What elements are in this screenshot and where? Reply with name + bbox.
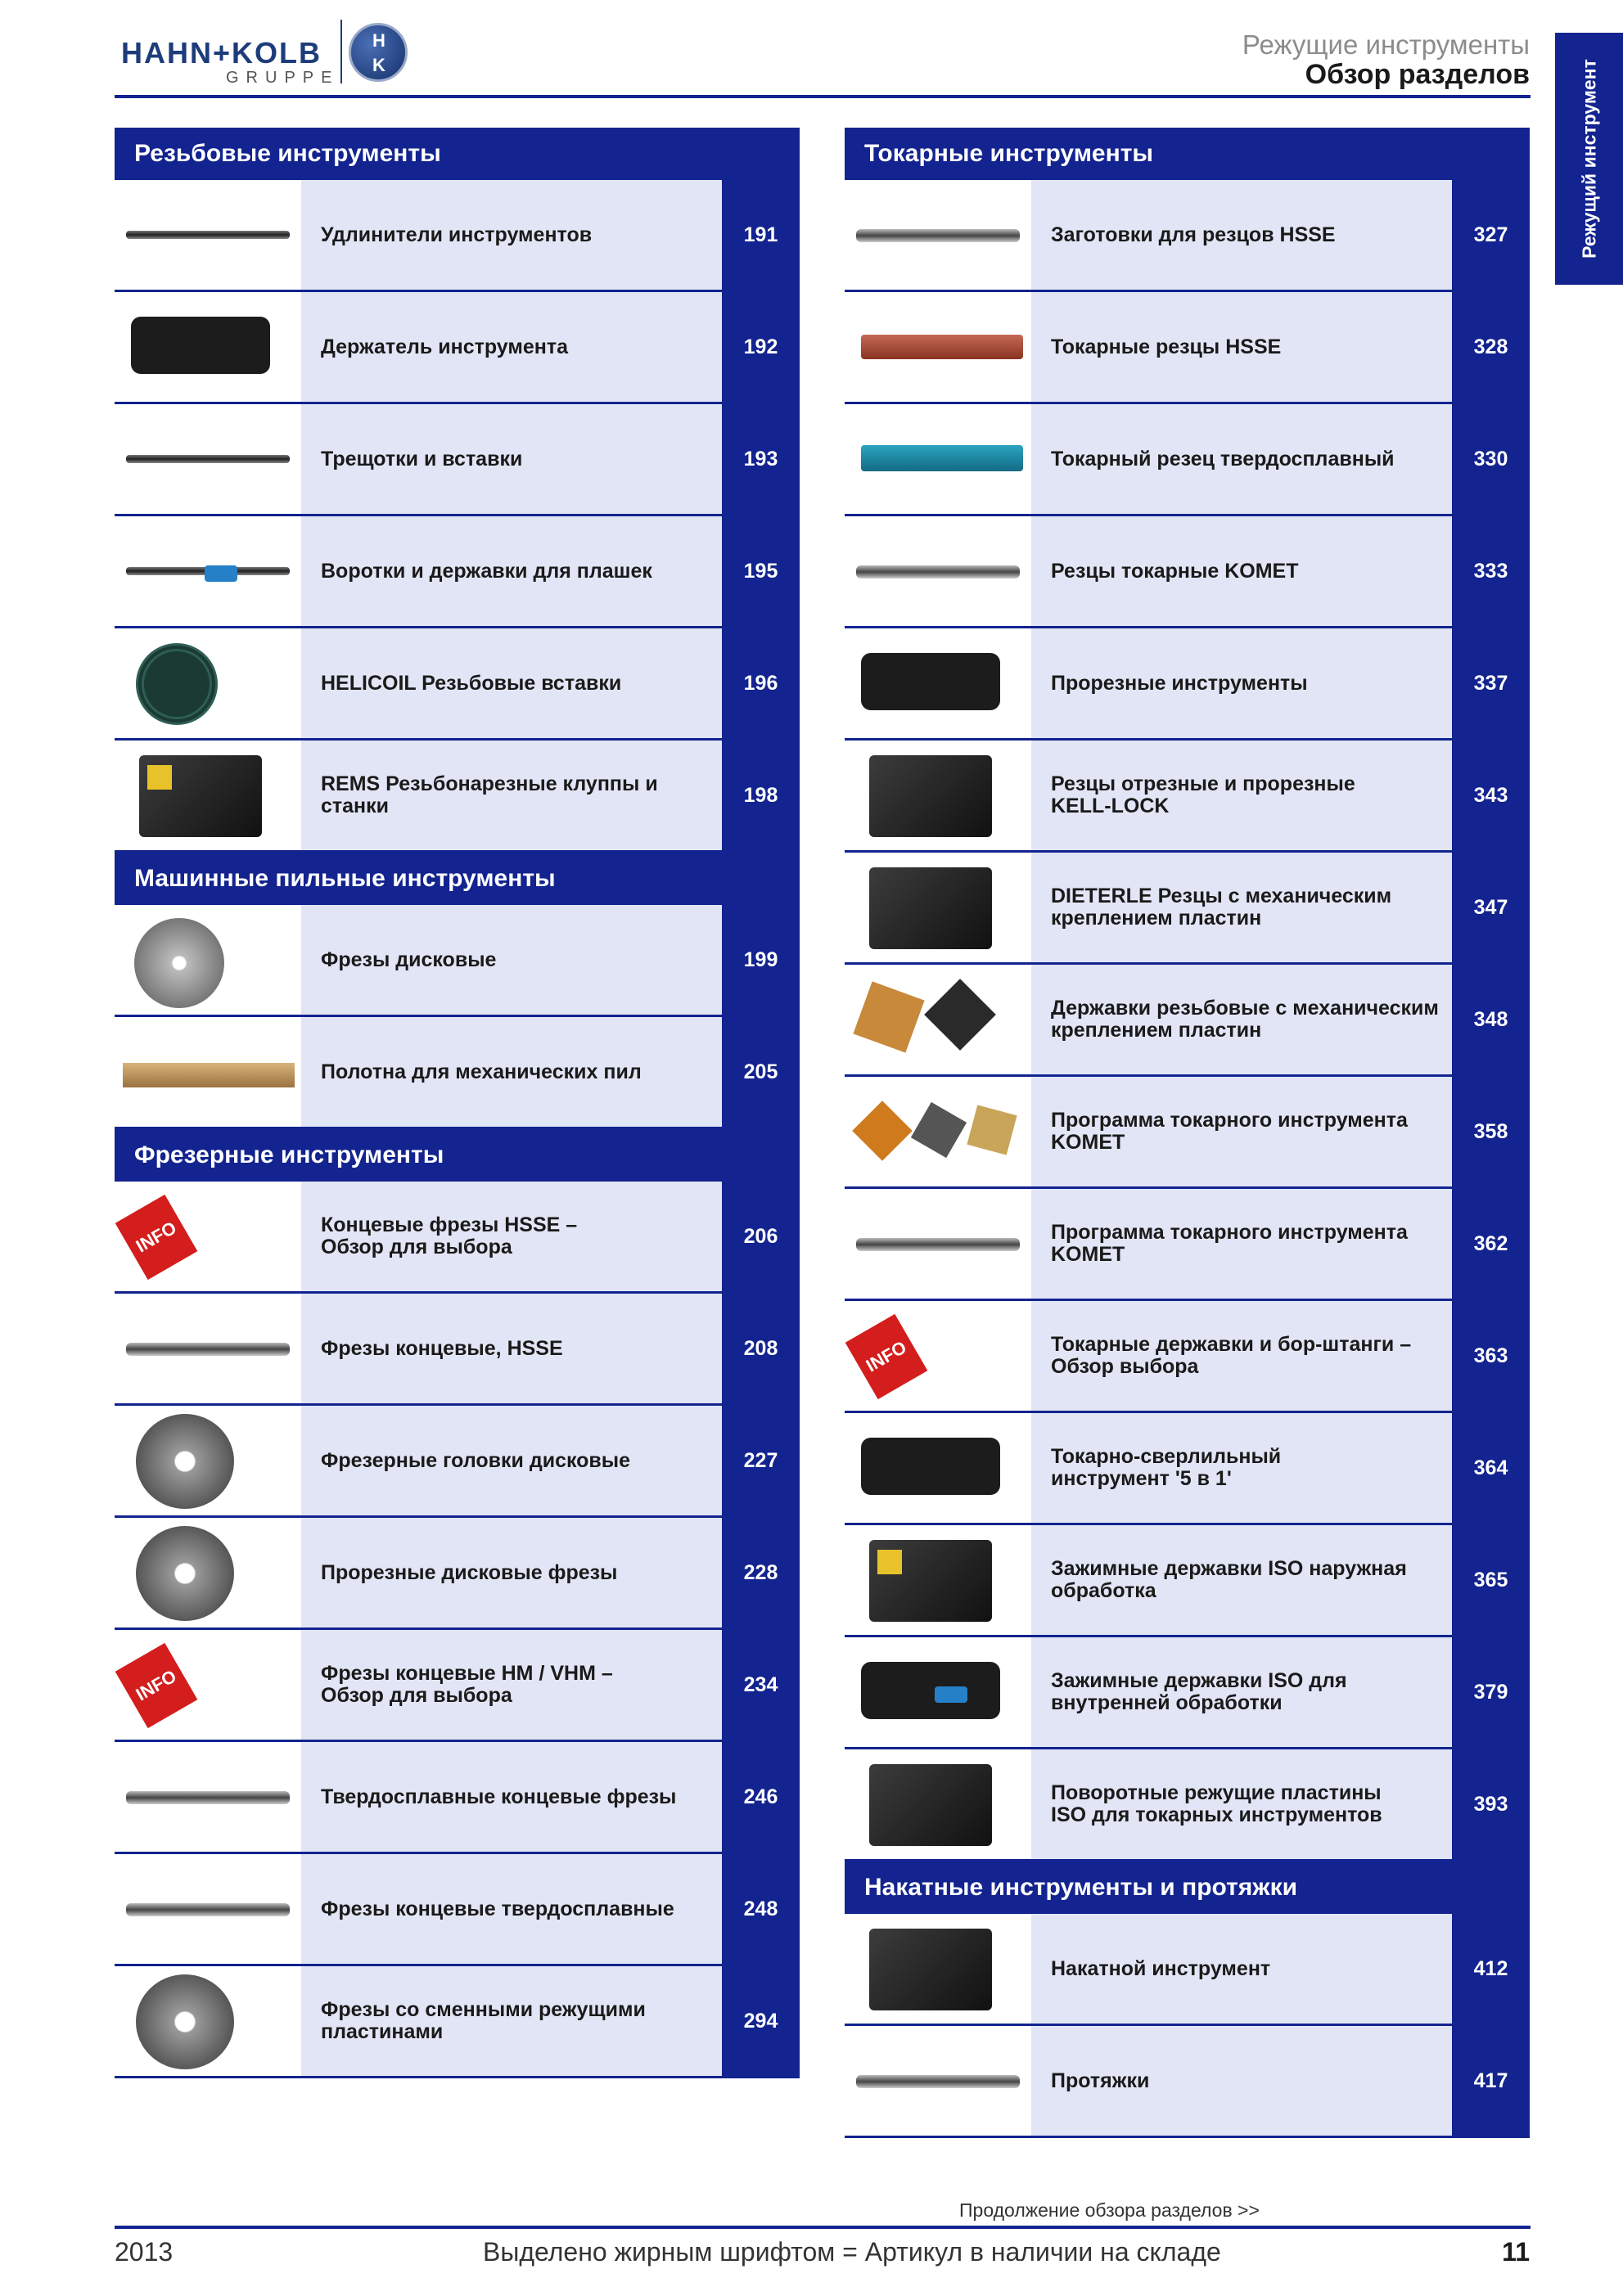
row-label: Полотна для механических пил bbox=[301, 1017, 722, 1127]
row-label: Воротки и державки для плашек bbox=[301, 516, 722, 626]
logo-divider bbox=[340, 20, 342, 83]
thumb-shape bbox=[869, 1929, 992, 2010]
catalog-row[interactable] bbox=[845, 1914, 1530, 2026]
row-page-number[interactable]: 196 bbox=[722, 628, 800, 738]
row-page-number[interactable]: 333 bbox=[1452, 516, 1530, 626]
row-label: Токарные резцы HSSE bbox=[1031, 292, 1452, 402]
row-page-number[interactable]: 379 bbox=[1452, 1637, 1530, 1747]
chapter-tab-label: Режущий инструмент bbox=[1578, 59, 1599, 259]
catalog-row[interactable] bbox=[845, 628, 1530, 741]
threading-holder-icon bbox=[845, 965, 1031, 1074]
slotting-cutter-icon bbox=[115, 1518, 301, 1627]
thumb-shape bbox=[856, 565, 1020, 579]
row-label: REMS Резьбонарезные клуппы и станки bbox=[301, 741, 722, 850]
row-page-number[interactable]: 206 bbox=[722, 1182, 800, 1291]
row-label: Фрезы дисковые bbox=[301, 905, 722, 1015]
row-page-number[interactable]: 191 bbox=[722, 180, 800, 290]
catalog-row[interactable] bbox=[115, 1518, 800, 1630]
catalog-row[interactable] bbox=[115, 905, 800, 1017]
thumb-shape bbox=[967, 1105, 1017, 1155]
row-label: Фрезы концевые, HSSE bbox=[301, 1294, 722, 1403]
row-page-number[interactable]: 234 bbox=[722, 1630, 800, 1740]
row-page-number[interactable]: 327 bbox=[1452, 180, 1530, 290]
row-page-number[interactable]: 365 bbox=[1452, 1525, 1530, 1635]
threading-machine-icon bbox=[115, 741, 301, 850]
parting-tool-icon bbox=[845, 741, 1031, 850]
thumb-shape: INFO bbox=[115, 1195, 198, 1280]
row-label: HELICOIL Резьбовые вставки bbox=[301, 628, 722, 738]
thumb-shape bbox=[136, 1974, 234, 2069]
row-label: Фрезы концевые твердосплавные bbox=[301, 1854, 722, 1964]
thumb-shape bbox=[123, 1063, 295, 1087]
row-page-number[interactable]: 205 bbox=[722, 1017, 800, 1127]
catalog-row[interactable] bbox=[845, 1301, 1530, 1413]
inserts-icon bbox=[845, 1077, 1031, 1186]
catalog-row[interactable] bbox=[115, 741, 800, 853]
row-page-number[interactable]: 246 bbox=[722, 1742, 800, 1852]
row-page-number[interactable]: 198 bbox=[722, 741, 800, 850]
row-label: DIETERLE Резцы с механическим креплением пластин bbox=[1031, 853, 1452, 962]
catalog-row[interactable] bbox=[115, 1406, 800, 1518]
thread-insert-icon bbox=[115, 628, 301, 738]
page-subtitle: Обзор разделов bbox=[1305, 59, 1530, 90]
row-page-number[interactable]: 294 bbox=[722, 1966, 800, 2076]
chapter-tab[interactable] bbox=[1555, 33, 1623, 285]
row-label: Державки резьбовые с механическим креплением пластин bbox=[1031, 965, 1452, 1074]
external-holder-icon bbox=[845, 1525, 1031, 1635]
thumb-shape bbox=[935, 1686, 967, 1703]
thumb-shape bbox=[856, 229, 1020, 242]
row-page-number[interactable]: 195 bbox=[722, 516, 800, 626]
grooving-tool-icon bbox=[845, 628, 1031, 738]
dieterle-tool-icon bbox=[845, 853, 1031, 962]
row-label: Накатной инструмент bbox=[1031, 1914, 1452, 2024]
catalog-row[interactable] bbox=[115, 1294, 800, 1406]
catalog-row[interactable] bbox=[845, 1525, 1530, 1637]
catalog-row[interactable] bbox=[115, 292, 800, 404]
catalog-row[interactable] bbox=[845, 180, 1530, 292]
row-page-number[interactable]: 343 bbox=[1452, 741, 1530, 850]
thumb-shape bbox=[126, 1791, 290, 1804]
thumb-shape bbox=[147, 765, 172, 790]
thumb-shape bbox=[861, 1438, 1000, 1495]
continuation-link[interactable]: Продолжение обзора разделов >> bbox=[959, 2199, 1260, 2221]
footer-rule bbox=[115, 2226, 1531, 2229]
disc-cutter-icon bbox=[115, 905, 301, 1015]
catalog-row[interactable] bbox=[115, 1854, 800, 1966]
right-column bbox=[845, 128, 1530, 2138]
internal-holder-icon bbox=[845, 1637, 1031, 1747]
thumb-shape bbox=[852, 1101, 913, 1161]
row-label: Токарно-сверлильный инструмент '5 в 1' bbox=[1031, 1413, 1452, 1523]
row-label: Программа токарного инструмента KOMET bbox=[1031, 1077, 1452, 1186]
info-icon bbox=[115, 1630, 301, 1740]
catalog-row[interactable] bbox=[845, 516, 1530, 628]
row-label: Фрезы концевые HM / VHM – Обзор для выбора bbox=[301, 1630, 722, 1740]
catalog-row[interactable] bbox=[115, 1182, 800, 1294]
row-page-number[interactable]: 330 bbox=[1452, 404, 1530, 514]
thumb-shape bbox=[131, 317, 270, 374]
row-label: Зажимные державки ISO наружная обработка bbox=[1031, 1525, 1452, 1635]
hsse-tool-icon bbox=[845, 292, 1031, 402]
row-page-number[interactable]: 227 bbox=[722, 1406, 800, 1515]
row-page-number[interactable]: 358 bbox=[1452, 1077, 1530, 1186]
tool-blank-icon bbox=[845, 180, 1031, 290]
thumb-shape bbox=[911, 1102, 967, 1158]
row-page-number[interactable]: 347 bbox=[1452, 853, 1530, 962]
carbide-end-mill-icon bbox=[115, 1742, 301, 1852]
row-label: Фрезы со сменными режущими пластинами bbox=[301, 1966, 722, 2076]
catalog-row[interactable] bbox=[845, 292, 1530, 404]
thumb-shape bbox=[861, 653, 1000, 710]
indexable-mill-icon bbox=[115, 1966, 301, 2076]
carbide-mill-icon bbox=[115, 1854, 301, 1964]
footer-year: 2013 bbox=[115, 2237, 174, 2267]
row-label: Фрезерные головки дисковые bbox=[301, 1406, 722, 1515]
thumb-shape bbox=[856, 2075, 1020, 2088]
row-label: Заготовки для резцов HSSE bbox=[1031, 180, 1452, 290]
row-label: Прорезные дисковые фрезы bbox=[301, 1518, 722, 1627]
row-label: Поворотные режущие пластины ISO для токарных инструментов bbox=[1031, 1749, 1452, 1859]
tap-wrench-icon bbox=[115, 516, 301, 626]
carbide-tool-icon bbox=[845, 404, 1031, 514]
row-label: Резцы токарные KOMET bbox=[1031, 516, 1452, 626]
section-header: Фрезерные инструменты bbox=[115, 1129, 800, 1182]
row-label: Держатель инструмента bbox=[301, 292, 722, 402]
logo-wordmark: HAHN+KOLB bbox=[121, 36, 322, 70]
extension-rod-icon bbox=[115, 180, 301, 290]
thumb-shape bbox=[136, 1526, 234, 1621]
row-page-number[interactable]: 199 bbox=[722, 905, 800, 1015]
thumb-shape bbox=[136, 643, 218, 725]
row-label: Трещотки и вставки bbox=[301, 404, 722, 514]
logo-subtitle: GRUPPE bbox=[226, 69, 340, 87]
catalog-row[interactable] bbox=[845, 1189, 1530, 1301]
row-page-number[interactable]: 393 bbox=[1452, 1749, 1530, 1859]
catalog-row[interactable] bbox=[845, 2026, 1530, 2138]
thumb-shape bbox=[877, 1550, 902, 1574]
row-label: Твердосплавные концевые фрезы bbox=[301, 1742, 722, 1852]
boring-bar-icon bbox=[845, 1189, 1031, 1299]
catalog-row[interactable] bbox=[115, 516, 800, 628]
row-page-number[interactable]: 412 bbox=[1452, 1914, 1530, 2024]
row-page-number[interactable]: 364 bbox=[1452, 1413, 1530, 1523]
thumb-shape bbox=[856, 1238, 1020, 1251]
page-number: 11 bbox=[1502, 2237, 1530, 2267]
thumb-shape: INFO bbox=[845, 1314, 928, 1399]
tool-holder-icon bbox=[115, 292, 301, 402]
thumb-shape bbox=[134, 918, 224, 1008]
row-label: Прорезные инструменты bbox=[1031, 628, 1452, 738]
row-page-number[interactable]: 337 bbox=[1452, 628, 1530, 738]
header-rule bbox=[115, 95, 1531, 98]
row-page-number[interactable]: 208 bbox=[722, 1294, 800, 1403]
komet-tool-icon bbox=[845, 516, 1031, 626]
catalog-row[interactable] bbox=[115, 180, 800, 292]
thumb-shape bbox=[205, 565, 237, 582]
info-icon bbox=[845, 1301, 1031, 1411]
catalog-row[interactable] bbox=[115, 1630, 800, 1742]
section-header: Накатные инструменты и протяжки bbox=[845, 1862, 1530, 1914]
catalog-row[interactable] bbox=[845, 1077, 1530, 1189]
thumb-shape bbox=[126, 1903, 290, 1916]
row-label: Программа токарного инструмента KOMET bbox=[1031, 1189, 1452, 1299]
ratchet-icon bbox=[115, 404, 301, 514]
end-mill-icon bbox=[115, 1294, 301, 1403]
catalog-row[interactable] bbox=[845, 965, 1530, 1077]
row-page-number[interactable]: 417 bbox=[1452, 2026, 1530, 2136]
thumb-shape bbox=[861, 445, 1023, 471]
catalog-row[interactable] bbox=[115, 1742, 800, 1854]
row-label: Концевые фрезы HSSE – Обзор для выбора bbox=[301, 1182, 722, 1291]
row-page-number[interactable]: 193 bbox=[722, 404, 800, 514]
milling-head-icon bbox=[115, 1406, 301, 1515]
catalog-row[interactable] bbox=[115, 404, 800, 516]
thumb-shape bbox=[861, 335, 1023, 359]
footer-note: Выделено жирным шрифтом = Артикул в наличии на складе bbox=[483, 2237, 1221, 2267]
row-label: Удлинители инструментов bbox=[301, 180, 722, 290]
page-title: Режущие инструменты bbox=[1242, 29, 1530, 60]
info-icon bbox=[115, 1182, 301, 1291]
row-page-number[interactable]: 348 bbox=[1452, 965, 1530, 1074]
thumb-shape bbox=[861, 1662, 1000, 1719]
catalog-row[interactable] bbox=[845, 1413, 1530, 1525]
section-header: Машинные пильные инструменты bbox=[115, 853, 800, 905]
thumb-shape: INFO bbox=[115, 1643, 198, 1728]
thumb-shape bbox=[126, 455, 290, 463]
catalog-row[interactable] bbox=[115, 628, 800, 741]
row-page-number[interactable]: 328 bbox=[1452, 292, 1530, 402]
thumb-shape bbox=[869, 867, 992, 949]
row-page-number[interactable]: 362 bbox=[1452, 1189, 1530, 1299]
row-page-number[interactable]: 363 bbox=[1452, 1301, 1530, 1411]
thumb-shape bbox=[136, 1414, 234, 1509]
thumb-shape bbox=[853, 981, 924, 1052]
row-label: Токарный резец твердосплавный bbox=[1031, 404, 1452, 514]
broach-icon bbox=[845, 2026, 1031, 2136]
drill-tool-icon bbox=[845, 1413, 1031, 1523]
row-label: Протяжки bbox=[1031, 2026, 1452, 2136]
catalog-row[interactable] bbox=[845, 1637, 1530, 1749]
iso-insert-icon bbox=[845, 1749, 1031, 1859]
section-header: Токарные инструменты bbox=[845, 128, 1530, 180]
row-label: Зажимные державки ISO для внутренней обработки bbox=[1031, 1637, 1452, 1747]
thumb-shape bbox=[126, 1343, 290, 1356]
saw-blade-icon bbox=[115, 1017, 301, 1127]
catalog-row[interactable] bbox=[845, 741, 1530, 853]
catalog-row[interactable] bbox=[115, 1017, 800, 1129]
catalog-row[interactable] bbox=[845, 853, 1530, 965]
brand-logo bbox=[121, 18, 416, 92]
section-header: Резьбовые инструменты bbox=[115, 128, 800, 180]
thumb-shape bbox=[869, 1764, 992, 1846]
catalog-row[interactable] bbox=[115, 1966, 800, 2078]
left-column bbox=[115, 128, 800, 2078]
thumb-shape bbox=[869, 755, 992, 837]
catalog-row[interactable] bbox=[845, 1749, 1530, 1862]
row-page-number[interactable]: 228 bbox=[722, 1518, 800, 1627]
knurling-tool-icon bbox=[845, 1914, 1031, 2024]
row-page-number[interactable]: 192 bbox=[722, 292, 800, 402]
thumb-shape bbox=[924, 979, 996, 1051]
thumb-shape bbox=[126, 231, 290, 239]
row-label: Резцы отрезные и прорезные KELL-LOCK bbox=[1031, 741, 1452, 850]
row-page-number[interactable]: 248 bbox=[722, 1854, 800, 1964]
logo-emblem-icon: H K bbox=[349, 23, 408, 82]
row-label: Токарные державки и бор-штанги – Обзор выбора bbox=[1031, 1301, 1452, 1411]
catalog-row[interactable] bbox=[845, 404, 1530, 516]
